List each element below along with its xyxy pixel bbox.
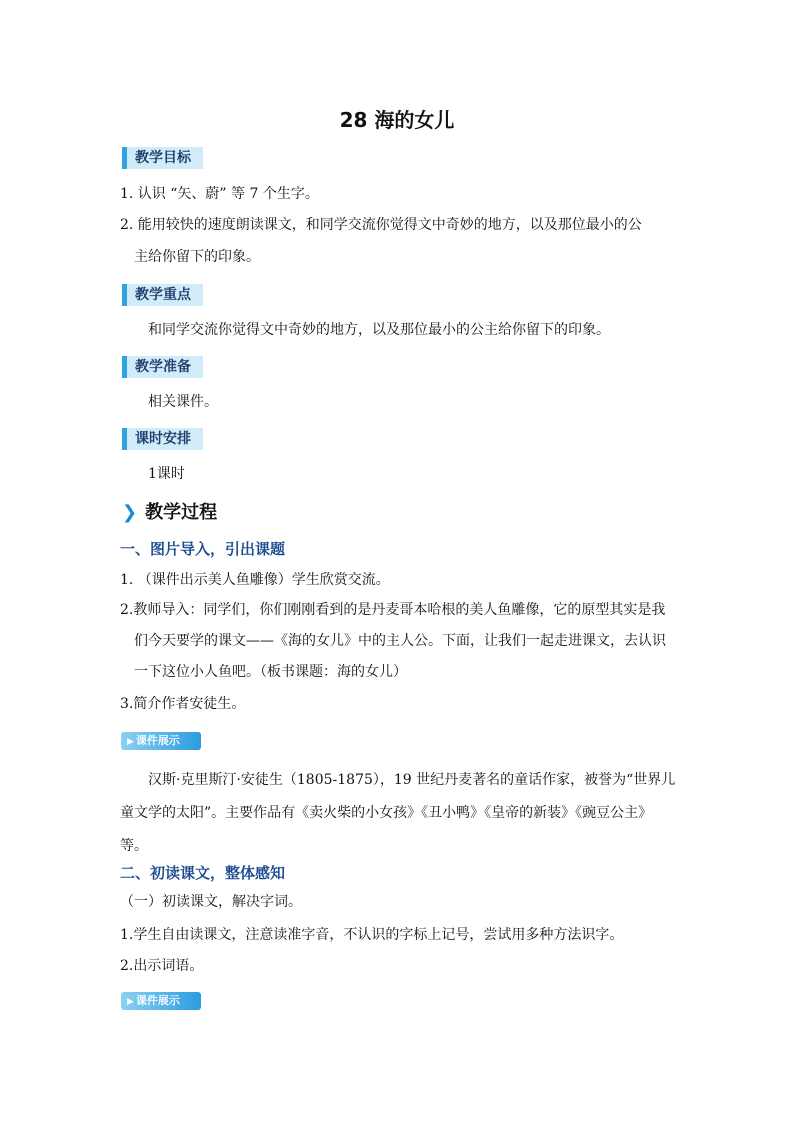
goal-item-2: 2. 能用较快的速度朗读课文，和同学交流你觉得文中奇妙的地方，以及那位最小的公 <box>120 217 642 233</box>
author-intro-paragraph: 汉斯·克里斯汀·安徒生（1805-1875），19 世纪丹麦著名的童话作家，被誉为“世界儿童文学的太阳”。主要作品有《卖火柴的小女孩》《丑小鸭》《皇帝的新装》《豌豆公主》等。 <box>120 772 676 854</box>
part1-line-1: 1. （课件出示美人鱼雕像）学生欣赏交流。 <box>120 572 390 588</box>
part1-line-4: 一下这位小人鱼吧。（板书课题：海的女儿） <box>134 664 407 680</box>
preparation-text: 相关课件。 <box>148 394 218 410</box>
part2-line-3: 2.出示词语。 <box>120 958 204 974</box>
section-tag-key-points: 教学重点 <box>122 284 203 306</box>
part2-line-1: （一）初读课文，解决字词。 <box>120 894 302 910</box>
page-title: 28 海的女儿 <box>339 108 455 132</box>
courseware-badge-1: ▶ 课件展示 <box>121 732 201 750</box>
section-tag-preparation: 教学准备 <box>122 356 203 378</box>
key-points-text: 和同学交流你觉得文中奇妙的地方，以及那位最小的公主给你留下的印象。 <box>148 322 610 338</box>
section-tag-goals: 教学目标 <box>122 147 203 169</box>
part2-line-2: 1.学生自由读课文，注意读准字音，不认识的字标上记号，尝试用多种方法识字。 <box>120 927 624 943</box>
process-label: 教学过程 <box>145 502 218 523</box>
section-tag-schedule: 课时安排 <box>122 428 203 450</box>
goal-item-2-cont: 主给你留下的印象。 <box>134 249 260 265</box>
part1-heading: 一、图片导入，引出课题 <box>120 540 286 558</box>
part1-line-3: 们今天要学的课文——《海的女儿》中的主人公。下面，让我们一起走进课文，去认识 <box>134 633 666 649</box>
part1-line-5: 3.简介作者安徒生。 <box>120 696 246 712</box>
process-heading <box>122 498 217 524</box>
part2-heading: 二、初读课文，整体感知 <box>120 864 286 882</box>
goal-item-1: 1. 认识 “矢、蔚” 等 7 个生字。 <box>120 186 319 202</box>
chevron-right-icon: ❯ <box>122 502 138 523</box>
courseware-badge-2: ▶ 课件展示 <box>121 992 201 1010</box>
part1-line-2: 2.教师导入：同学们，你们刚刚看到的是丹麦哥本哈根的美人鱼雕像，它的原型其实是我 <box>120 602 666 618</box>
play-icon: ▶ <box>127 737 134 747</box>
play-icon: ▶ <box>127 997 134 1007</box>
schedule-text: 1课时 <box>148 466 185 482</box>
